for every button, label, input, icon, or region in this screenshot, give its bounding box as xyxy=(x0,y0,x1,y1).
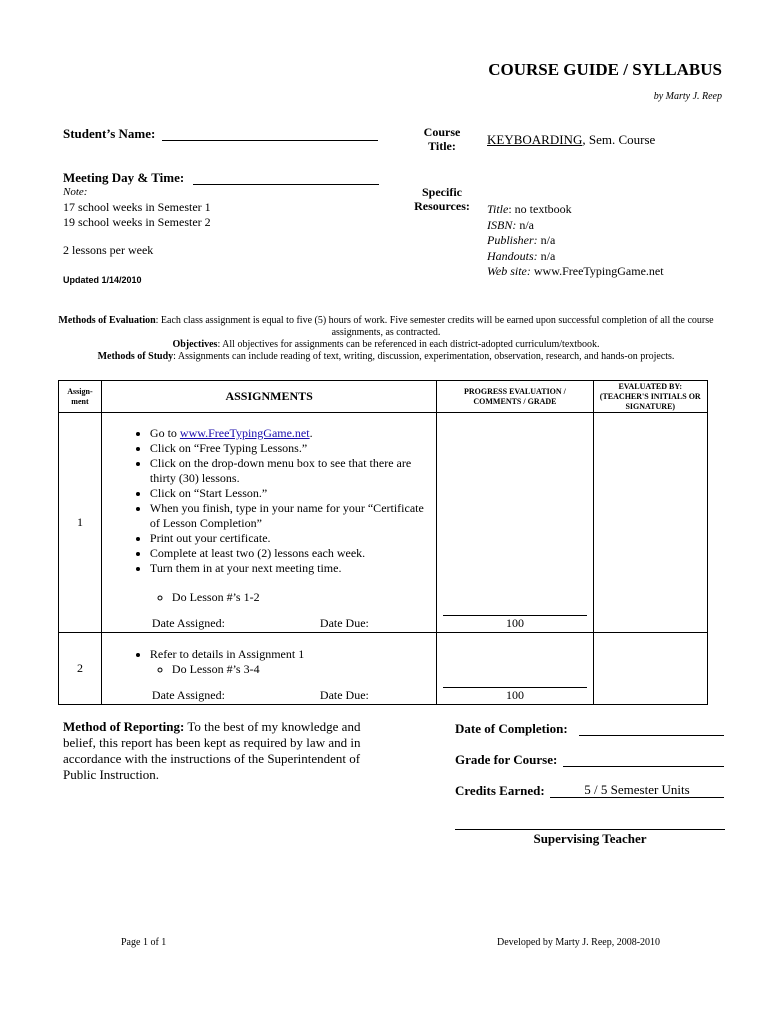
table-row xyxy=(59,633,708,705)
progress-cell[interactable] xyxy=(437,633,593,705)
header-assignments xyxy=(101,381,436,413)
assignments-table xyxy=(58,380,708,705)
methods-evaluation-label: Methods of Evaluation xyxy=(58,315,156,326)
course-title-label-line1: Course xyxy=(423,125,461,139)
progress-cell[interactable] xyxy=(437,413,593,633)
resource-publisher xyxy=(487,233,664,249)
goto-suffix: . xyxy=(309,426,313,440)
reporting-text: To the best of my knowledge and belief, this report has been kept as required by law and in accordance with the instructions of the Superintendent of Public Instruction. xyxy=(63,719,361,782)
list-item: • Turn them in at your next meeting time. xyxy=(150,561,428,576)
points-value: 100 xyxy=(505,688,524,702)
table-header-row xyxy=(59,381,708,413)
date-due-label: Date Due: xyxy=(319,616,369,630)
document-title: COURSE GUIDE / SYLLABUS xyxy=(488,60,722,79)
course-title-value xyxy=(487,132,655,148)
assignment-steps xyxy=(138,647,428,662)
date-assigned-label: Date Assigned: xyxy=(151,616,225,630)
supervising-teacher-label: Supervising Teacher xyxy=(533,831,647,846)
lessons-per-week: 2 lessons per week xyxy=(63,243,154,257)
resource-title-label: Title xyxy=(487,202,509,216)
list-item: • Click on the drop-down menu box to see that there are thirty (30) lessons. xyxy=(150,456,428,486)
credits-earned-label: Credits Earned: xyxy=(455,783,545,798)
header-assignments-text: ASSIGNMENTS xyxy=(225,389,313,403)
header-assignment-number-text: Assign-ment xyxy=(67,386,93,406)
list-item: • Complete at least two (2) lessons each week. xyxy=(150,546,428,561)
course-name: KEYBOARDING xyxy=(487,132,583,147)
developed-by: Developed by Marty J. Reep, 2008-2010 xyxy=(497,937,661,948)
methods-objectives-text: : All objectives for assignments can be referenced in each district-adopted curriculum/textbook. xyxy=(217,339,600,350)
course-title-label-line2: Title: xyxy=(428,139,456,153)
date-due-label: Date Due: xyxy=(319,688,369,702)
semester1-weeks: 17 school weeks in Semester 1 xyxy=(63,200,211,214)
author-byline: by Marty J. Reep xyxy=(653,91,722,102)
assignment-steps xyxy=(138,426,428,576)
methods-evaluation-text: : Each class assignment is equal to five (5) hours of work. Five semester credits will be earned upon successful completion of all the course assignments, as contracted. xyxy=(155,315,714,338)
website-link[interactable]: www.FreeTypingGame.net xyxy=(179,426,310,440)
header-progress-text: PROGRESS EVALUATION / COMMENTS / GRADE xyxy=(463,386,566,406)
table-row xyxy=(59,413,708,633)
date-assigned-label: Date Assigned: xyxy=(151,688,225,702)
resources-list xyxy=(487,202,664,280)
methods-section xyxy=(40,315,732,363)
teacher-signature-line[interactable] xyxy=(455,829,725,830)
methods-study xyxy=(40,351,732,363)
assignment-details xyxy=(101,413,436,633)
list-item: • Click on “Start Lesson.” xyxy=(150,486,428,501)
page-number: Page 1 of 1 xyxy=(121,937,167,948)
student-name-label: Student’s Name: xyxy=(63,126,156,141)
resources-label xyxy=(410,185,474,213)
resource-isbn-label: ISBN: xyxy=(487,217,517,232)
points-value: 100 xyxy=(505,616,524,630)
list-item: ◦ Do Lesson #’s 3-4 xyxy=(172,662,428,677)
list-item: • Refer to details in Assignment 1 xyxy=(150,647,428,662)
date-of-completion-label: Date of Completion: xyxy=(455,721,568,736)
resource-title-value: : no textbook xyxy=(508,202,572,216)
resource-handouts xyxy=(487,249,664,265)
header-progress xyxy=(437,381,593,413)
evaluated-cell[interactable] xyxy=(593,413,707,633)
meeting-time-label: Meeting Day & Time: xyxy=(63,170,185,185)
resource-publisher-label: Publisher: xyxy=(487,233,538,247)
assignment-number xyxy=(59,633,102,705)
resource-website-label: Web site: xyxy=(487,264,531,278)
resource-title xyxy=(487,202,664,218)
header-evaluated xyxy=(593,381,707,413)
goto-prefix: Go to xyxy=(149,426,180,440)
methods-evaluation xyxy=(40,315,732,339)
course-suffix: , Sem. Course xyxy=(582,132,656,147)
methods-objectives-label: Objectives xyxy=(172,339,218,350)
student-name-line[interactable] xyxy=(162,140,378,141)
header-evaluated-text: EVALUATED BY: (TEACHER'S INITIALS OR SIGNATURE) xyxy=(599,381,701,411)
resource-handouts-label: Handouts: xyxy=(487,248,538,263)
reporting-label: Method of Reporting: xyxy=(63,719,185,734)
grade-for-course-line[interactable] xyxy=(563,766,724,767)
resource-website-value: www.FreeTypingGame.net xyxy=(530,264,664,278)
list-item: • When you finish, type in your name for your “Certificate of Lesson Completion” xyxy=(150,501,428,531)
assignment-number-text: 2 xyxy=(76,661,83,675)
method-of-reporting xyxy=(63,719,393,783)
resource-isbn xyxy=(487,218,664,234)
evaluated-cell[interactable] xyxy=(593,633,707,705)
methods-study-text: : Assignments can include reading of text, writing, discussion, experimentation, observation, research, and hands-on projects. xyxy=(173,351,675,362)
meeting-time-line[interactable] xyxy=(193,184,379,185)
course-title-label xyxy=(414,125,470,153)
grade-for-course-label: Grade for Course: xyxy=(455,752,558,767)
semester2-weeks: 19 school weeks in Semester 2 xyxy=(63,215,211,229)
assignment-sublist xyxy=(138,662,428,677)
note-label: Note: xyxy=(63,186,88,198)
resource-website xyxy=(487,264,664,280)
resource-publisher-value: n/a xyxy=(537,233,556,247)
resources-label-line2: Resources: xyxy=(414,199,470,213)
assignment-number xyxy=(59,413,102,633)
resources-label-line1: Specific xyxy=(422,185,462,199)
credits-earned-value: 5 / 5 Semester Units xyxy=(584,782,690,797)
list-item: • Print out your certificate. xyxy=(150,531,428,546)
list-item: ◦ Do Lesson #’s 1-2 xyxy=(172,590,428,605)
resource-handouts-value: n/a xyxy=(537,248,556,263)
header-assignment-number xyxy=(59,381,102,413)
assignment-number-text: 1 xyxy=(76,515,83,529)
date-of-completion-line[interactable] xyxy=(579,735,724,736)
methods-objectives xyxy=(40,339,732,351)
list-item xyxy=(150,426,428,441)
resource-isbn-value: n/a xyxy=(516,217,534,232)
methods-study-label: Methods of Study xyxy=(97,351,174,362)
assignment-sublist xyxy=(138,590,428,605)
assignment-details xyxy=(101,633,436,705)
updated-date: Updated 1/14/2010 xyxy=(63,275,142,285)
list-item: • Click on “Free Typing Lessons.” xyxy=(150,441,428,456)
